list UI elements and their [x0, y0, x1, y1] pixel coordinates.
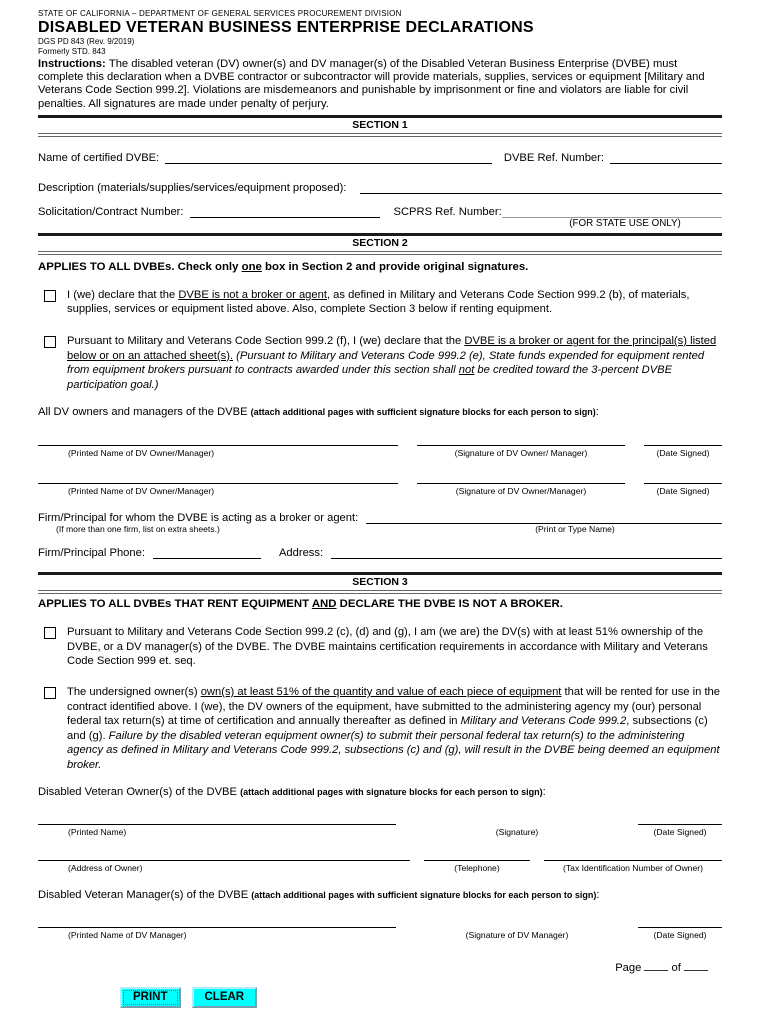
firm-phone-label: Firm/Principal Phone:	[38, 547, 145, 560]
owner-signature-label: (Signature)	[495, 827, 539, 838]
equipment-ownership-text: The undersigned owner(s) own(s) at least 51% of the quantity and value of each piece of equipment that will be rented for use in the contract identified above. I (we), the DV owners of the equipment, have submitted to the administering agency my (our) personal federal tax return(s) at time of certification and annually thereafter as defined in Military and Veterans Code 999.2, subsections (c) and (g). Failure by the disabled veteran equipment owner(s) to submit their personal federal tax return(s) to the administering agency as defined in Military and Veterans Code 999.2, subsections (c) and (g), will result in the DVBE being deemed an equipment broker.	[67, 685, 721, 771]
owner-address-label: (Address of Owner)	[68, 863, 143, 874]
printed-name-label-2: (Printed Name of DV Owner/Manager)	[68, 486, 215, 497]
manager-printed-name-label: (Printed Name of DV Manager)	[68, 930, 187, 941]
owner-tax-id-label: (Tax Identification Number of Owner)	[563, 863, 703, 874]
firm-principal-field[interactable]	[366, 511, 722, 524]
description-label: Description (materials/supplies/services/equipment proposed):	[38, 181, 347, 194]
all-owners-line: All DV owners and managers of the DVBE (attach additional pages with sufficient signature blocks for each person to sign):	[38, 406, 599, 419]
page-of-line	[38, 960, 722, 974]
not-broker-checkbox[interactable]	[44, 290, 56, 302]
dv-owner-contact-row	[38, 860, 722, 873]
agency-line: STATE OF CALIFORNIA – DEPARTMENT OF GENERAL SERVICES PROCUREMENT DIVISION	[38, 9, 402, 18]
solicitation-label: Solicitation/Contract Number:	[38, 205, 184, 218]
of-label: of	[671, 962, 681, 975]
instructions-text: Instructions: The disabled veteran (DV) owner(s) and DV manager(s) of the Disabled Veteran Business Enterprise (DVBE) must complete this declaration when a DVBE contractor or subcontractor will provide materials, supplies, services or equipment [Military and Veterans Code Section 999.2]. Violations are misdemeanors and punishable by imprisonment or fine and violators are liable for civil penalties. All signatures are made under penalty of perjury.	[38, 58, 705, 110]
firm-address-field[interactable]	[331, 546, 722, 559]
scprs-field[interactable]	[502, 205, 722, 218]
print-or-type-label: (Print or Type Name)	[535, 524, 615, 535]
firm-address-label: Address:	[278, 547, 324, 560]
owner-manager-sig-row-1	[38, 445, 722, 458]
firm-note: (If more than one firm, list on extra sheets.)	[56, 524, 220, 535]
dv-managers-line: Disabled Veteran Manager(s) of the DVBE (attach additional pages with sufficient signature blocks for each person to sign):	[38, 889, 600, 902]
section2-heading: APPLIES TO ALL DVBEs. Check only one box in Section 2 and provide original signatures.	[38, 260, 529, 273]
section3-heading: APPLIES TO ALL DVBEs THAT RENT EQUIPMENT AND DECLARE THE DVBE IS NOT A BROKER.	[38, 598, 563, 611]
owner-telephone-label: (Telephone)	[454, 863, 500, 874]
equipment-ownership-item	[38, 685, 722, 772]
dv-owners-line: Disabled Veteran Owner(s) of the DVBE (attach additional pages with signature blocks for each person to sign):	[38, 786, 546, 799]
firm-phone-field[interactable]	[153, 546, 261, 559]
manager-signature-label: (Signature of DV Manager)	[465, 930, 569, 941]
page-total-field[interactable]	[684, 960, 708, 971]
dv-manager-sig-row	[38, 927, 722, 940]
form-number: DGS PD 843 (Rev. 9/2019)	[38, 37, 135, 46]
dv-owner-sig-row	[38, 824, 722, 837]
description-field[interactable]	[360, 181, 722, 194]
ownership-51-checkbox[interactable]	[44, 627, 56, 639]
print-button[interactable]: PRINT	[120, 987, 181, 1008]
owner-manager-sig-row-2	[38, 483, 722, 496]
solicitation-field[interactable]	[190, 205, 380, 218]
section3-band: SECTION 3	[38, 572, 722, 594]
section2-band: SECTION 2	[38, 233, 722, 255]
signature-label-1: (Signature of DV Owner/ Manager)	[454, 448, 588, 459]
ownership-51-text: Pursuant to Military and Veterans Code Section 999.2 (c), (d) and (g), I am (we are) the DV(s) with at least 51% ownership of the DVBE, or a DV manager(s) of the DVBE. The DVBE maintains certification requirements in accordance with Military and Veterans Code Section 999 et. seq.	[67, 626, 708, 668]
page-title: DISABLED VETERAN BUSINESS ENTERPRISE DECLARATIONS	[38, 19, 534, 36]
equipment-ownership-checkbox[interactable]	[44, 687, 56, 699]
dvbe-name-label: Name of certified DVBE:	[38, 151, 160, 164]
dvbe-ref-field[interactable]	[610, 151, 722, 164]
dvbe-ref-label: DVBE Ref. Number:	[503, 151, 604, 164]
owner-date-signed-label: (Date Signed)	[653, 827, 707, 838]
ownership-51-item	[38, 625, 722, 669]
page-number-field[interactable]	[644, 960, 668, 971]
scprs-label: SCPRS Ref. Number:	[393, 205, 502, 218]
clear-button[interactable]: CLEAR	[192, 987, 258, 1008]
date-signed-label-1: (Date Signed)	[656, 448, 710, 459]
owner-printed-name-label: (Printed Name)	[68, 827, 127, 838]
section1-band: SECTION 1	[38, 115, 722, 137]
broker-agent-text: Pursuant to Military and Veterans Code Section 999.2 (f), I (we) declare that the DVBE is a broker or agent for the principal(s) listed below or on an attached sheet(s). (Pursuant to Military and Veterans Code 999.2 (e), State funds expended for equipment rented from equipment brokers pursuant to contracts awarded under this section shall not be credited toward the 3-percent DVBE participation goal.)	[67, 335, 717, 391]
broker-agent-item	[38, 334, 722, 392]
date-signed-label-2: (Date Signed)	[656, 486, 710, 497]
state-use-note: (FOR STATE USE ONLY)	[569, 217, 681, 229]
firm-principal-label: Firm/Principal for whom the DVBE is acting as a broker or agent:	[38, 512, 359, 525]
broker-agent-checkbox[interactable]	[44, 336, 56, 348]
not-broker-item	[38, 288, 722, 317]
signature-label-2: (Signature of DV Owner/Manager)	[455, 486, 587, 497]
printed-name-label-1: (Printed Name of DV Owner/Manager)	[68, 448, 215, 459]
page-label: Page	[615, 962, 642, 975]
dvbe-name-field[interactable]	[165, 151, 492, 164]
not-broker-text: I (we) declare that the DVBE is not a broker or agent, as defined in Military and Veterans Code Section 999.2 (b), of materials, supplies, services or equipment listed above. Also, complete Section 3 below if renting equipment.	[67, 288, 690, 316]
form-formerly: Formerly STD. 843	[38, 47, 106, 56]
manager-date-signed-label: (Date Signed)	[653, 930, 707, 941]
